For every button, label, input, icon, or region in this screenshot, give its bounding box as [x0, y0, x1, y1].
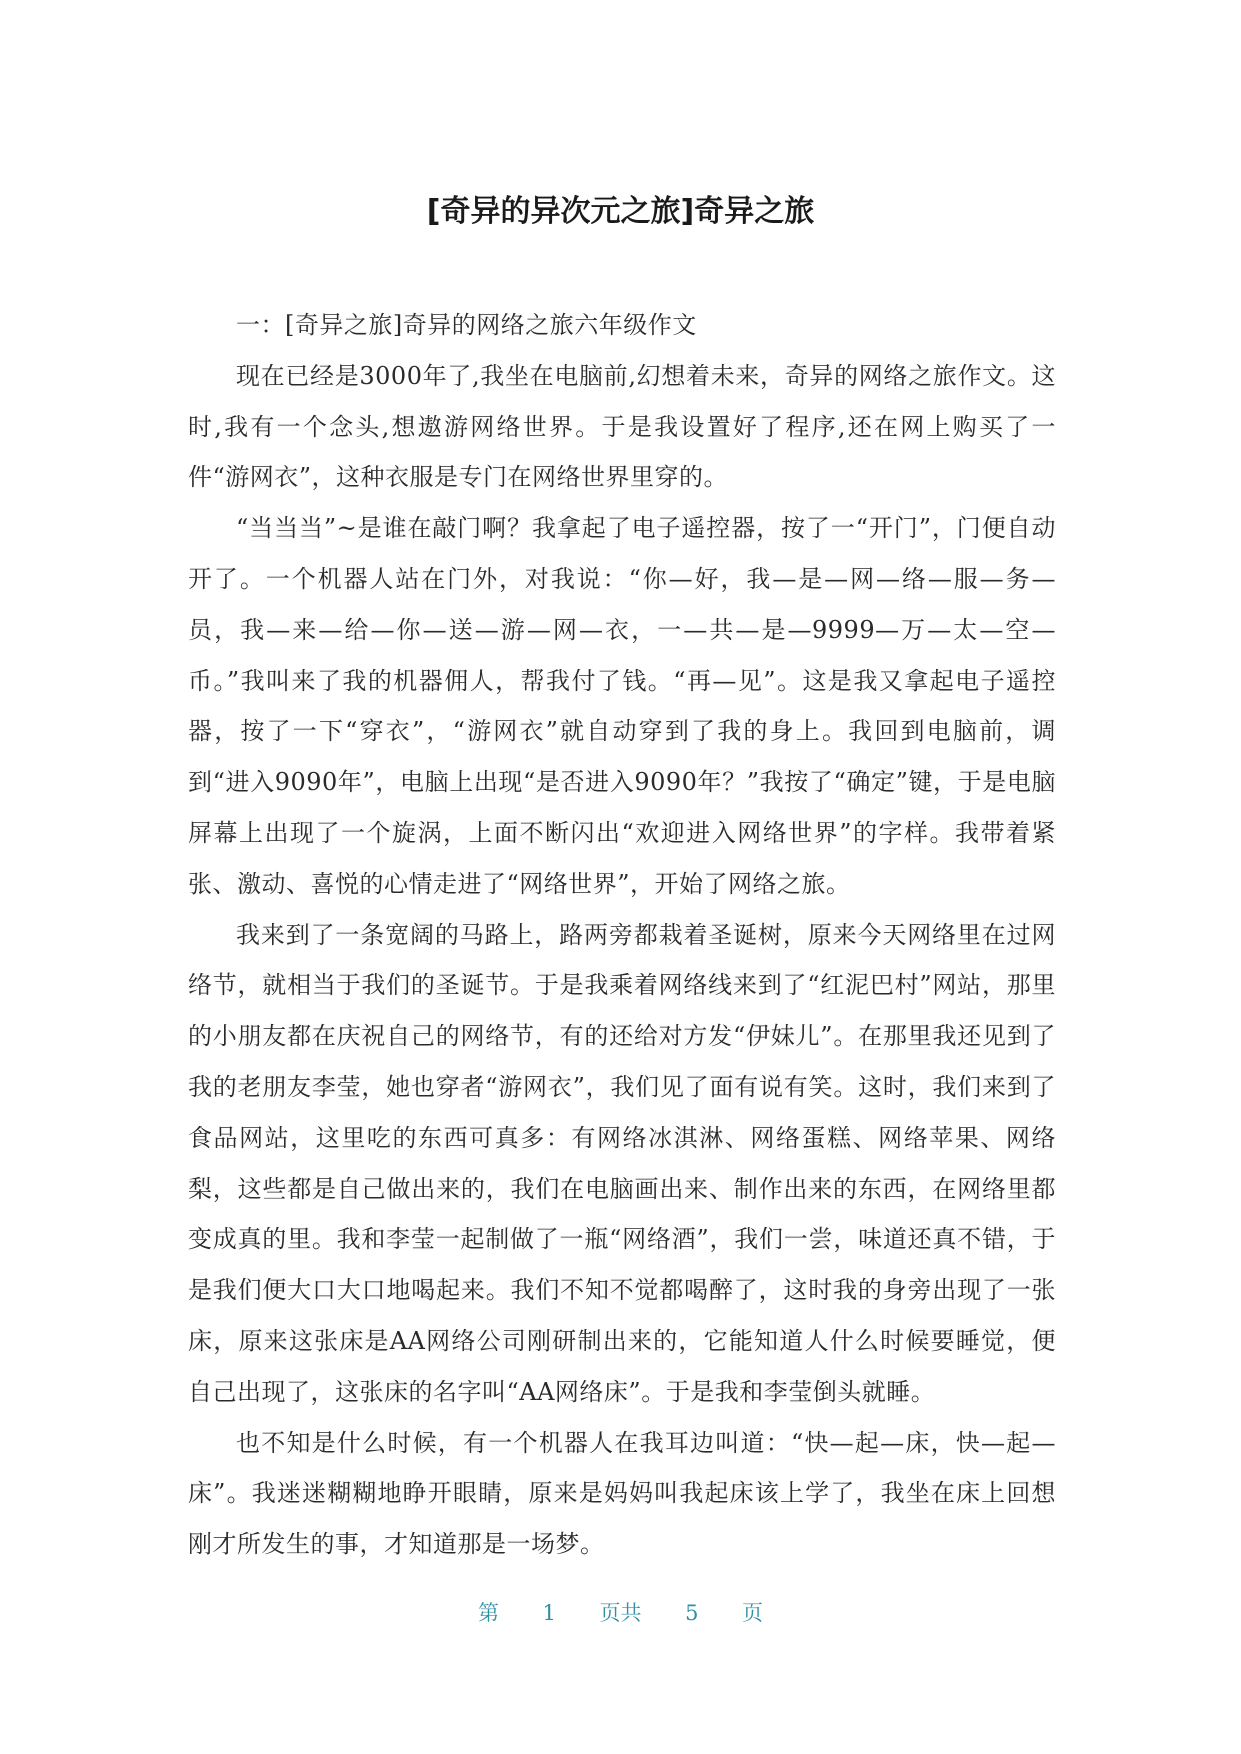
footer-page-label: 第: [477, 1601, 499, 1625]
document-body: [188, 300, 1056, 1570]
paragraph: 我来到了一条宽阔的马路上，路两旁都栽着圣诞树，原来今天网络里在过网络节，就相当于我们的圣诞节。于是我乘着网络线来到了“红泥巴村”网站，那里的小朋友都在庆祝自己的网络节，有的还给对方发“伊妹儿”。在那里我还见到了我的老朋友李莹，她也穿者“游网衣”，我们见了面有说有笑。这时，我们来到了食品网站，这里吃的东西可真多：有网络冰淇淋、网络蛋糕、网络苹果、网络梨，这些都是自己做出来的，我们在电脑画出来、制作出来的东西，在网络里都变成真的里。我和李莹一起制做了一瓶“网络酒”，我们一尝，味道还真不错，于是我们便大口大口地喝起来。我们不知不觉都喝醉了，这时我的身旁出现了一张床，原来这张床是AA网络公司刚研制出来的，它能知道人什么时候要睡觉，便自己出现了，这张床的名字叫“AA网络床”。于是我和李莹倒头就睡。: [188, 920, 1056, 1406]
page-footer: [0, 1597, 1241, 1627]
footer-current-page: 1: [542, 1601, 556, 1625]
paragraph: 也不知是什么时候，有一个机器人在我耳边叫道：“快—起—床，快—起—床”。我迷迷糊糊地睁开眼睛，原来是妈妈叫我起床该上学了，我坐在床上回想刚才所发生的事，才知道那是一场梦。: [188, 1428, 1056, 1559]
footer-pages-label: 页: [742, 1601, 764, 1625]
footer-of-label: 页共: [599, 1601, 642, 1625]
document-title: [奇异的异次元之旅]奇异之旅: [426, 194, 815, 229]
paragraph: 现在已经是3000年了,我坐在电脑前,幻想着未来，奇异的网络之旅作文。这时,我有一个念头,想遨游网络世界。于是我设置好了程序,还在网上购买了一件“游网衣”，这种衣服是专门在网络世界里穿的。: [188, 361, 1056, 492]
paragraph-heading: 一：[奇异之旅]奇异的网络之旅六年级作文: [236, 311, 697, 339]
footer-total-pages: 5: [685, 1601, 699, 1625]
paragraph: “当当当”~是谁在敲门啊？我拿起了电子遥控器，按了一“开门”，门便自动开了。一个机器人站在门外，对我说：“你—好，我—是—网—络—服—务—员，我—来—给—你—送—游—网—衣，一—共—是—9999—万—太—空—币。”我叫来了我的机器佣人，帮我付了钱。“再—见”。这是我又拿起电子遥控器，按了一下“穿衣”，“游网衣”就自动穿到了我的身上。我回到电脑前，调到“进入9090年”，电脑上出现“是否进入9090年？”我按了“确定”键，于是电脑屏幕上出现了一个旋涡，上面不断闪出“欢迎进入网络世界”的字样。我带着紧张、激动、喜悦的心情走进了“网络世界”，开始了网络之旅。: [188, 514, 1056, 898]
